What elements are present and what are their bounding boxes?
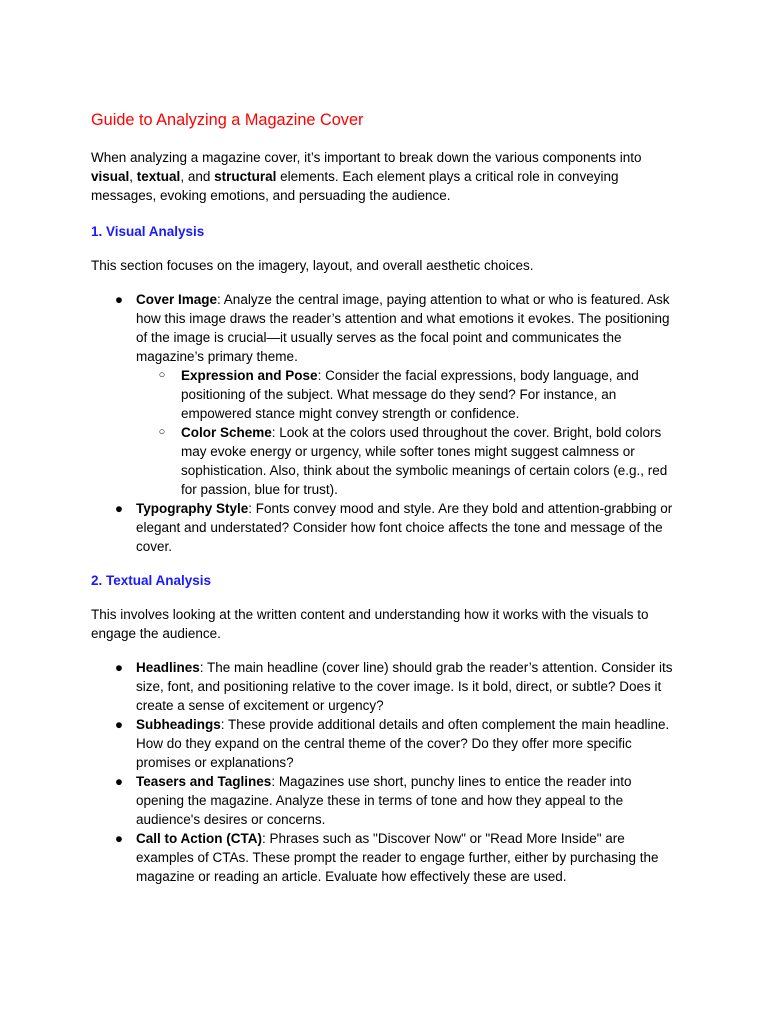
document-title: Guide to Analyzing a Magazine Cover: [91, 111, 364, 129]
document-page: [91, 110, 681, 886]
section-intro: This involves looking at the written content and understanding how it works with the visuals to engage the audience.: [91, 607, 649, 641]
intro-textual-term: textual: [136, 169, 181, 184]
bullet-circle-icon: ○: [158, 426, 166, 438]
list-item-term: Teasers and Taglines: [136, 774, 272, 789]
intro-paragraph: [91, 148, 681, 205]
sub-list-item-text: : Look at the colors used throughout the cover. Bright, bold colors may evoke energy or urgency, while softer tones might suggest calmness or sophistication. Also, think about the symbolic meanings of certain colors (e.g., red for passion, blue for trust).: [181, 425, 668, 497]
section-heading: 2. Textual Analysis: [91, 573, 212, 588]
spacer: [91, 556, 681, 571]
list-item-term: Call to Action (CTA): [136, 831, 262, 846]
sub-list-item-term: Color Scheme: [181, 425, 272, 440]
bullet-disc-icon: ●: [114, 501, 124, 516]
bullet-disc-icon: ●: [114, 660, 124, 675]
list-item: [91, 290, 681, 499]
section-intro: This section focuses on the imagery, layout, and overall aesthetic choices.: [91, 258, 534, 273]
sub-bullet-list: [136, 366, 681, 499]
list-item-text: : The main headline (cover line) should grab the reader’s attention. Consider its size, font, and positioning relative to the cover image. Is it bold, direct, or subtle? Does it create a sense of excitement or urgency?: [136, 660, 673, 713]
bullet-disc-icon: ●: [114, 831, 124, 846]
intro-text-1: When analyzing a magazine cover, it’s important to break down the various components into: [91, 150, 642, 165]
list-item-text: : Phrases such as "Discover Now" or "Read More Inside" are examples of CTAs. These prompt the reader to engage further, either by purchasing the magazine or reading an article. Evaluate how effectively these are used.: [136, 831, 659, 884]
list-item-term: Cover Image: [136, 292, 218, 307]
bullet-list: [91, 658, 681, 886]
sub-list-item-term: Expression and Pose: [181, 368, 318, 383]
list-item-term: Subheadings: [136, 717, 221, 732]
intro-separator-2: , and: [180, 169, 215, 184]
list-item-text: : These provide additional details and often complement the main headline. How do they expand on the central theme of the cover? Do they offer more specific promises or explanations?: [136, 717, 670, 770]
section-visual-analysis: [91, 222, 681, 571]
bullet-disc-icon: ●: [114, 292, 124, 307]
list-item-term: Typography Style: [136, 501, 249, 516]
intro-separator-1: ,: [129, 169, 137, 184]
bullet-disc-icon: ●: [114, 774, 124, 789]
list-item-text: : Analyze the central image, paying attention to what or who is featured. Ask how this image draws the reader’s attention and what emotions it evokes. The positioning of the image is crucial—it usually serves as the focal point and communicates the magazine’s primary theme.: [136, 292, 670, 364]
bullet-list: [91, 290, 681, 556]
list-item: [91, 829, 681, 886]
sub-list-item-text: : Consider the facial expressions, body language, and positioning of the subject. What message do they send? For instance, an empowered stance might convey strength or confidence.: [181, 368, 639, 421]
list-item-text: : Magazines use short, punchy lines to entice the reader into opening the magazine. Analyze these in terms of tone and how they appeal to the audience's desires or concerns.: [136, 774, 632, 827]
list-item: [91, 499, 681, 556]
intro-visual-term: visual: [91, 169, 130, 184]
sub-list-item: [136, 366, 681, 423]
section-heading: 1. Visual Analysis: [91, 224, 205, 239]
list-item: [91, 715, 681, 772]
list-item: [91, 658, 681, 715]
intro-structural-term: structural: [214, 169, 277, 184]
list-item-text: : Fonts convey mood and style. Are they bold and attention-grabbing or elegant and understated? Consider how font choice affects the tone and message of the cover.: [136, 501, 673, 554]
intro-text-2: elements. Each element plays a critical role in conveying messages, evoking emotions, and persuading the audience.: [91, 169, 619, 203]
list-item: [91, 772, 681, 829]
bullet-disc-icon: ●: [114, 717, 124, 732]
list-item-term: Headlines: [136, 660, 200, 675]
bullet-circle-icon: ○: [158, 369, 166, 381]
sub-list-item: [136, 423, 681, 499]
section-textual-analysis: [91, 571, 681, 886]
